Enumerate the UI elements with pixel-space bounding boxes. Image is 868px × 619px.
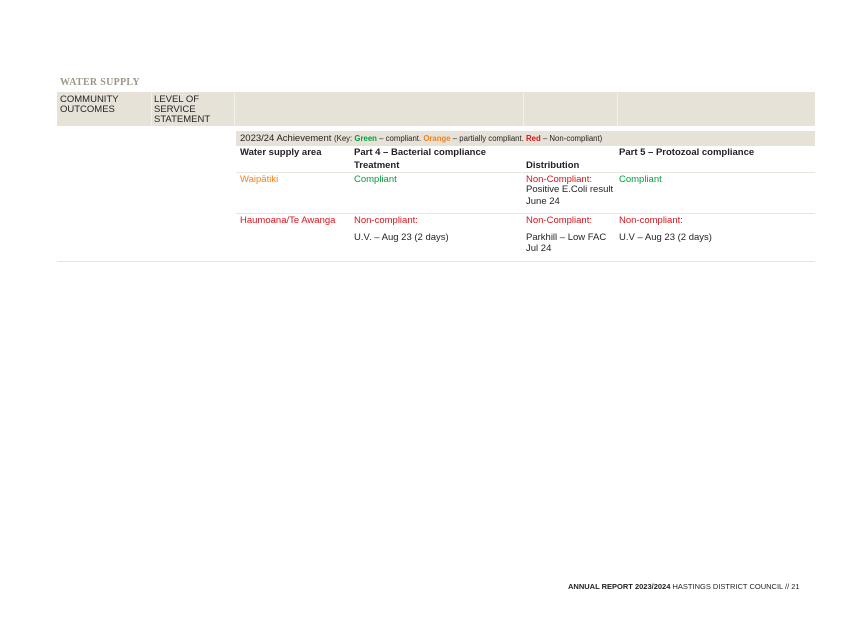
header-divider: [617, 92, 618, 126]
col-part4-bacterial: Part 4 – Bacterial compliance: [354, 147, 487, 158]
page-footer: ANNUAL REPORT 2023/2024 HASTINGS DISTRICT COUNCIL // 21: [568, 582, 800, 591]
header-divider: [151, 92, 152, 126]
section-title: WATER SUPPLY: [60, 77, 141, 88]
achievement-key-band: [236, 131, 815, 146]
col-part5-protozoal: Part 5 – Protozoal compliance: [619, 147, 755, 158]
subcol-distribution: Distribution: [526, 160, 580, 171]
key-red: Red: [526, 134, 541, 143]
table-bottom-rule: [57, 261, 815, 262]
row-haumoana-treatment-status: Non-compliant:: [354, 215, 418, 226]
table-header-band: [57, 92, 815, 126]
subcol-treatment: Treatment: [354, 160, 400, 171]
row-haumoana-distribution-detail: Parkhill – Low FAC: [526, 232, 607, 243]
row-haumoana-area: Haumoana/Te Awanga: [240, 215, 336, 226]
row-rule: [236, 213, 815, 214]
col-water-supply-area: Water supply area: [240, 147, 322, 158]
community-outcomes-header: COMMUNITY OUTCOMES: [60, 94, 119, 115]
row-haumoana-protozoal-status: Non-compliant:: [619, 215, 683, 226]
key-orange: Orange: [423, 134, 451, 143]
row-haumoana-treatment-detail: U.V. – Aug 23 (2 days): [354, 232, 449, 243]
row-haumoana-distribution-date: Jul 24: [526, 243, 552, 254]
row-waipatiki-area: Waipātiki: [240, 174, 279, 185]
achievement-key: 2023/24 Achievement (Key: Green – compliant. Orange – partially compliant. Red – Non-compliant): [240, 133, 603, 144]
key-green: Green: [354, 134, 377, 143]
header-divider: [523, 92, 524, 126]
header-divider: [234, 92, 235, 126]
header-rule: [236, 172, 815, 173]
row-waipatiki-distribution-detail: Positive E.Coli result: [526, 184, 614, 195]
row-waipatiki-treatment: Compliant: [354, 174, 397, 185]
row-waipatiki-protozoal: Compliant: [619, 174, 662, 185]
row-waipatiki-distribution-date: June 24: [526, 196, 560, 207]
row-haumoana-protozoal-detail: U.V – Aug 23 (2 days): [619, 232, 712, 243]
level-of-service-header: LEVEL OF SERVICE STATEMENT: [154, 94, 211, 125]
row-haumoana-distribution-status: Non-Compliant:: [526, 215, 592, 226]
row-waipatiki-distribution-status: Non-Compliant:: [526, 174, 592, 185]
